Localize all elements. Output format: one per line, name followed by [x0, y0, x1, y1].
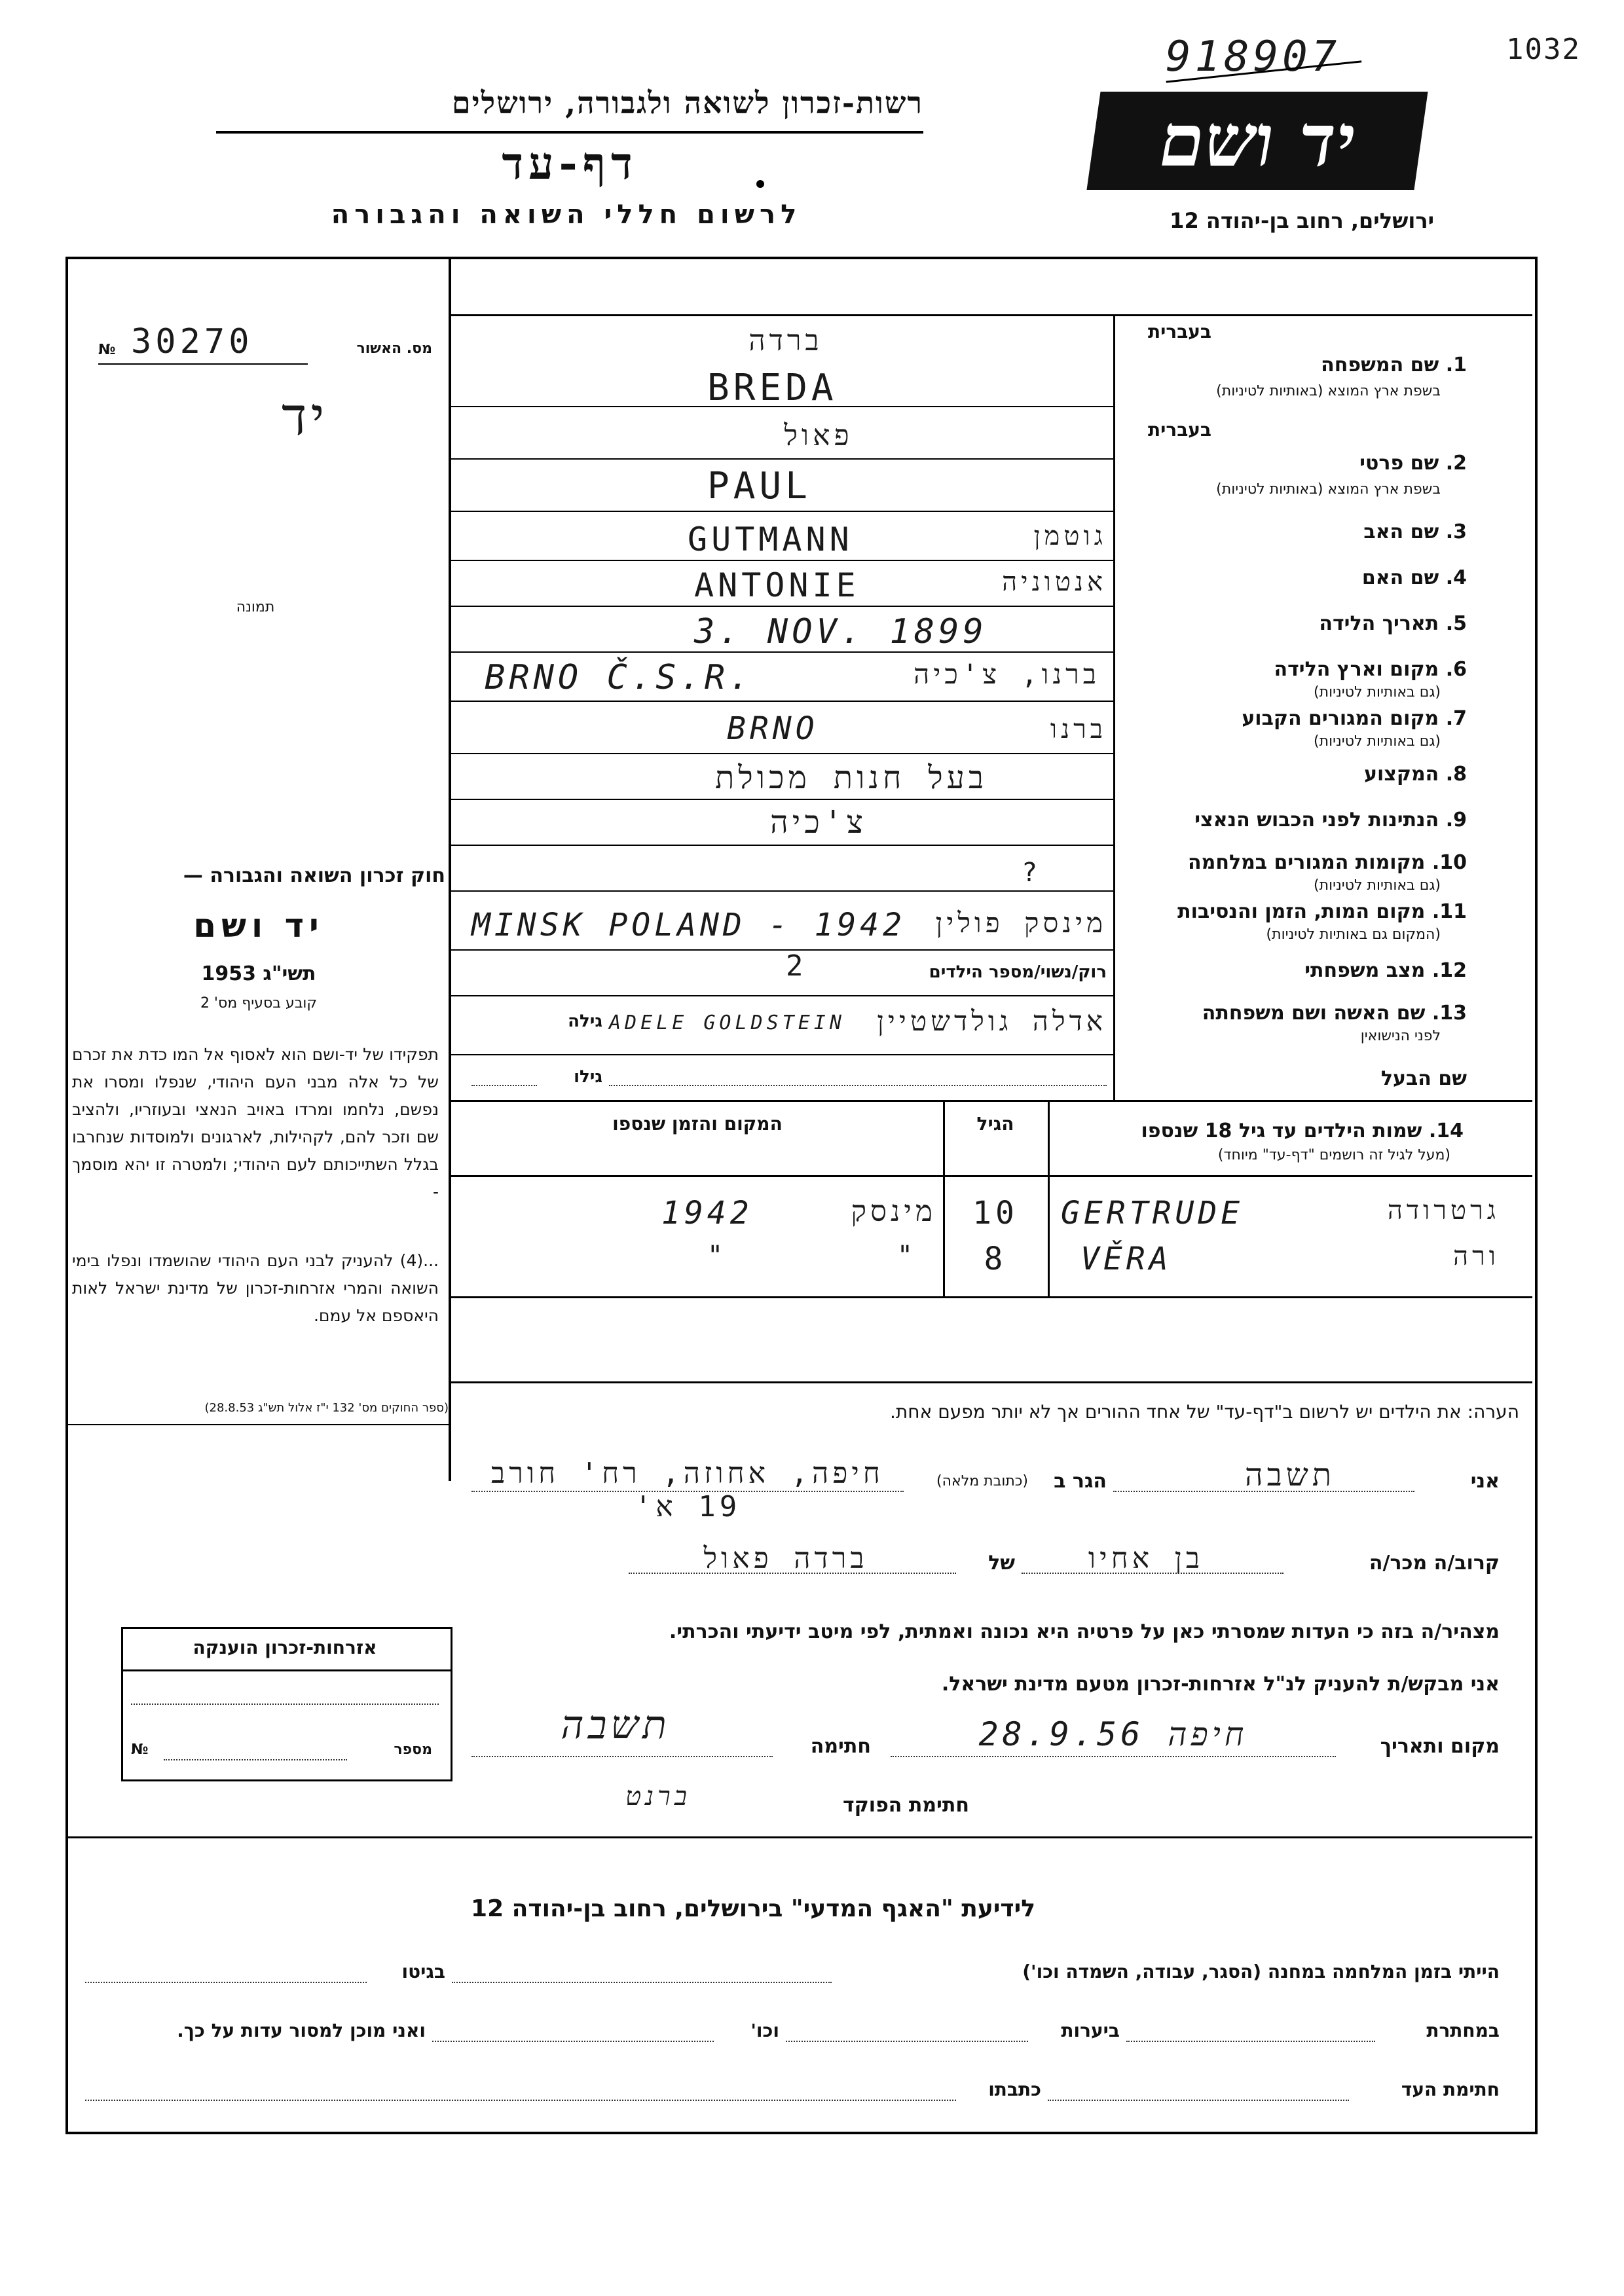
relation-line[interactable] — [1022, 1571, 1283, 1574]
husband-age-label: גילו — [574, 1067, 602, 1087]
place-date: חיפה 28.9.56 — [978, 1715, 1248, 1753]
footer-line2-a: במחתרת — [1426, 2020, 1500, 2041]
field2-sub: בשפת ארץ המוצא (באותיות לטיניות) — [1216, 481, 1441, 498]
field13-value-hebrew: אדלה גולדשטיין — [877, 1005, 1107, 1037]
field2-label: 2. שם פרטי — [1359, 452, 1467, 475]
note-bottom-line — [449, 1381, 1532, 1383]
field7-label: 7. מקום המגורים הקבוע — [1242, 707, 1467, 730]
row-line — [449, 606, 1113, 607]
row-line — [449, 1054, 1113, 1055]
husband-label: שם הבעל — [1380, 1067, 1467, 1090]
declare-text: מצהיר/ה בזה כי העדות שמסרתי כאן על פרטיה היא נכונה ואמתית, לפי מיטב ידיעתי והכרתי. — [669, 1620, 1500, 1643]
form-subtitle: לרשום חללי השואה והגבורה — [331, 200, 802, 230]
etc-line[interactable] — [432, 2039, 714, 2042]
logo-text: יד ושם — [1159, 98, 1356, 183]
field7-sub: (גם באותיות לטיניות) — [1314, 733, 1441, 750]
field2-value-hebrew: פאול — [784, 419, 853, 452]
children-header-line — [449, 1175, 1532, 1177]
law-text: תפקידו של יד-ושם הוא לאסוף אל המו כדת את זכרם של כל אלה מבני העם היהודי, שנפלו ומסרו את נפשם, נלחמו ומרדו באויב הנאצי ובעוזריו, ולהציב שם וזכר להם, לקהילות, לארגונים ולמוסדות שנחרבו בגלל השתייכותם לעם היהודי; ולמטרה זו יהא מוסמך - — [72, 1045, 439, 1201]
row-line — [449, 1100, 1532, 1102]
child-place: " — [707, 1241, 728, 1271]
wife-age-label: גילה — [568, 1011, 602, 1031]
field1-sub: בשפת ארץ המוצא (באותיות לטיניות) — [1216, 383, 1441, 399]
child-place: 1942 — [661, 1195, 753, 1231]
children-col-divider — [1048, 1100, 1050, 1296]
photo-label: תמונה — [236, 599, 275, 615]
footer-top-line — [65, 1836, 1532, 1838]
archive-number: 918907 — [1166, 33, 1341, 81]
field6-sub: (גם באותיות לטיניות) — [1314, 684, 1441, 701]
children-sub: (מעל לגיל זה רושמים "דף-עד" מיוחד) — [1217, 1147, 1450, 1163]
signature-label: חתימה — [810, 1735, 871, 1758]
law-name: יד ושם — [193, 907, 324, 945]
field11-label: 11. מקום המות, הזמן והנסיבות — [1177, 900, 1467, 923]
field12-label: 12. מצב משפחתי — [1304, 959, 1467, 982]
citizenship-box-title: אזרחות-זכרון הוענקה — [193, 1637, 377, 1658]
footer-line1-b: בגיטו — [401, 1961, 445, 1982]
corner-number: 1032 — [1506, 33, 1581, 66]
approval-number: 30270 — [131, 322, 253, 361]
child-name: VĚRA — [1080, 1241, 1172, 1277]
dot-mark — [756, 180, 764, 188]
field7-value-hebrew: ברנו — [1050, 714, 1107, 744]
signature-line[interactable] — [471, 1755, 773, 1757]
child-place-hebrew: " — [896, 1241, 917, 1271]
citizenship-number-line[interactable] — [164, 1758, 347, 1760]
footer-line2-c: וכו' — [750, 2020, 779, 2041]
label-column-divider — [1113, 314, 1115, 1100]
field11-value-hebrew: מינסק פולין — [935, 907, 1107, 939]
ghetto-line[interactable] — [85, 1980, 367, 1983]
law-reference: (ספר החוקים מס' 132 י"ז אלול תש"ג 28.8.53) — [204, 1401, 449, 1415]
field3-label: 3. שם האב — [1363, 520, 1467, 543]
footer-line2-d: ואני מוכן למסור עדות על כך. — [177, 2020, 426, 2041]
field11-sub: (המקום גם באותיות לטיניות) — [1266, 926, 1441, 943]
handwritten-mark: יד — [282, 386, 329, 447]
field8-value-hebrew: בעל חנות מכולת — [714, 759, 988, 796]
footer-line2-b: ביערות — [1061, 2020, 1120, 2041]
field4-label: 4. שם האם — [1361, 566, 1467, 589]
children-col-place: המקום והזמן שנספו — [612, 1113, 783, 1135]
field12-value: 2 — [786, 949, 807, 983]
field5-label: 5. תאריך הלידה — [1319, 612, 1467, 635]
children-col-age: הגיל — [976, 1113, 1014, 1135]
field9-value-hebrew: צ'כיה — [770, 804, 867, 841]
marital-options: רוק/נשוי/מספר הילדים — [929, 962, 1107, 982]
form-title: דף-עד — [502, 137, 638, 190]
child-age: 10 — [972, 1195, 1018, 1231]
field6-value: BRNO Č.S.R. — [485, 658, 754, 697]
children-bottom-line — [449, 1296, 1532, 1298]
field4-value-hebrew: אנטוניה — [1002, 567, 1107, 597]
citizenship-box-line[interactable] — [131, 1702, 439, 1705]
row-line — [449, 799, 1113, 800]
footer-line1-a: הייתי בזמן המלחמה במחנה (הסגר, עבודה, השמדה וכו') — [1022, 1961, 1500, 1982]
relation-value: בן אחיו — [1088, 1542, 1204, 1575]
child-place-hebrew: מינסק — [851, 1195, 936, 1228]
witness-name-line[interactable] — [1113, 1489, 1414, 1492]
field9-label: 9. הנתינות לפני הכבוש הנאצי — [1194, 809, 1467, 831]
law-year: תשי"ג 1953 — [201, 962, 316, 985]
law-clause: קובע בסעיף מס' 2 — [200, 995, 318, 1011]
approval-label: מס. האשור — [356, 340, 432, 357]
row-line — [449, 890, 1113, 892]
authority-name: רשות-זכרון לשואה ולגבורה, ירושלים — [451, 85, 923, 120]
field7-value: BRNO — [727, 710, 819, 747]
citizenship-number-label: מספר — [394, 1741, 432, 1758]
approval-underline — [98, 363, 308, 365]
field1-value-hebrew: ברדה — [748, 324, 823, 357]
witness-sig-line[interactable] — [1048, 2098, 1349, 2101]
row-line — [449, 651, 1113, 653]
decl-i-label: אני — [1470, 1470, 1500, 1493]
field6-value-hebrew: ברנו, צ'כיה — [913, 658, 1100, 690]
relation-label: קרוב/ה מכר/ה — [1369, 1552, 1500, 1575]
field5-value: 3. NOV. 1899 — [694, 612, 987, 651]
law-text-2: ...(4) להעניק לבני העם היהודי שהושמדו ונפלו בימי השואה והמרי אזרחות-זכרון של מדינת ישראל לאות היאספם אל עמם. — [72, 1251, 439, 1325]
row-line — [449, 511, 1113, 512]
children-col-divider — [943, 1100, 945, 1296]
husband-age-line[interactable] — [471, 1084, 537, 1086]
law-title: חוק זכרון השואה והגבורה — — [183, 864, 445, 887]
field13-value: ADELE GOLDSTEIN — [609, 1011, 845, 1034]
row-line — [449, 753, 1113, 754]
of-name-line[interactable] — [629, 1571, 956, 1574]
citizenship-number-sign: № — [131, 1741, 149, 1758]
children-title: 14. שמות הילדים עד גיל 18 שנספו — [1141, 1120, 1464, 1142]
row-line — [449, 560, 1113, 561]
address-line[interactable] — [471, 1489, 904, 1492]
field8-label: 8. המקצוע — [1363, 763, 1467, 786]
row-line — [449, 949, 1113, 951]
row-line — [449, 995, 1113, 996]
field2-value: PAUL — [707, 465, 811, 507]
field6-label: 6. מקום וארץ הלידה — [1274, 658, 1467, 681]
left-bottom-line — [65, 1424, 449, 1425]
field4-value: ANTONIE — [694, 566, 860, 604]
address-footer-line[interactable] — [85, 2098, 956, 2101]
child-name-hebrew: ורה — [1453, 1241, 1500, 1271]
officer-label: חתימת הפוקד — [843, 1794, 969, 1817]
field1-lang: בעברית — [1147, 321, 1211, 342]
place-date-line[interactable] — [891, 1755, 1336, 1757]
child-age: 8 — [984, 1241, 1007, 1277]
note-text: הערה: את הילדים יש לרשום ב"דף-עד" של אחד ההורים אך לא יותר מפעם אחת. — [889, 1401, 1519, 1423]
underground-line[interactable] — [1126, 2039, 1375, 2042]
witness-signature: תשבה — [561, 1702, 671, 1748]
field11-value: MINSK POLAND - 1942 — [471, 907, 906, 943]
field10-sub: (גם באותיות לטיניות) — [1314, 877, 1441, 894]
of-label: של — [988, 1552, 1015, 1575]
forests-line[interactable] — [786, 2039, 1028, 2042]
witness-name: תשבה — [1245, 1457, 1335, 1493]
top-row-line — [449, 314, 1532, 316]
resides-sub: (כתובת מלאה) — [936, 1473, 1028, 1489]
field3-value: GUTMANN — [688, 520, 853, 558]
field10-value: ? — [1022, 858, 1042, 888]
footer-line3-a: חתימת העד — [1401, 2079, 1500, 2100]
of-name: ברדה פאול — [703, 1542, 868, 1575]
footer-title: לידיעת "האגף המדעי" בירושלים, רחוב בן-יהודה 12 — [471, 1895, 1035, 1922]
camp-line[interactable] — [452, 1980, 832, 1983]
child-name: GERTRUDE — [1061, 1195, 1244, 1231]
field13-sub: לפני הנישואין — [1360, 1028, 1441, 1044]
citizenship-box-divider — [121, 1669, 452, 1671]
field1-value: BREDA — [707, 367, 838, 409]
husband-name-line[interactable] — [609, 1084, 1107, 1086]
approval-no-sign: № — [98, 342, 116, 358]
witness-address: חיפה, אחוזה, רח' חורב 19 א' — [491, 1457, 884, 1523]
child-name-hebrew: גרטרודה — [1387, 1195, 1500, 1226]
authority-underline — [216, 131, 923, 134]
officer-signature: ברנט — [625, 1781, 692, 1812]
field10-label: 10. מקומות המגורים במלחמה — [1188, 851, 1467, 874]
row-line — [449, 458, 1113, 460]
field2-lang: בעברית — [1147, 419, 1211, 441]
footer-line3-b: כתבתו — [988, 2079, 1041, 2100]
row-line — [449, 845, 1113, 846]
field13-label: 13. שם האשה ושם משפחתה — [1202, 1002, 1467, 1025]
field3-value-hebrew: גוטמן — [1033, 521, 1107, 551]
request-text: אני מבקש/ת להעניק לנ"ל אזרחות-זכרון מטעם מדינת ישראל. — [941, 1673, 1500, 1696]
place-date-label: מקום ותאריך — [1380, 1735, 1500, 1758]
address: ירושלים, רחוב בן-יהודה 12 — [1170, 208, 1434, 233]
field1-label: 1. שם המשפחה — [1321, 354, 1467, 376]
resides-label: הגר ב — [1054, 1470, 1107, 1493]
row-line — [449, 701, 1113, 702]
